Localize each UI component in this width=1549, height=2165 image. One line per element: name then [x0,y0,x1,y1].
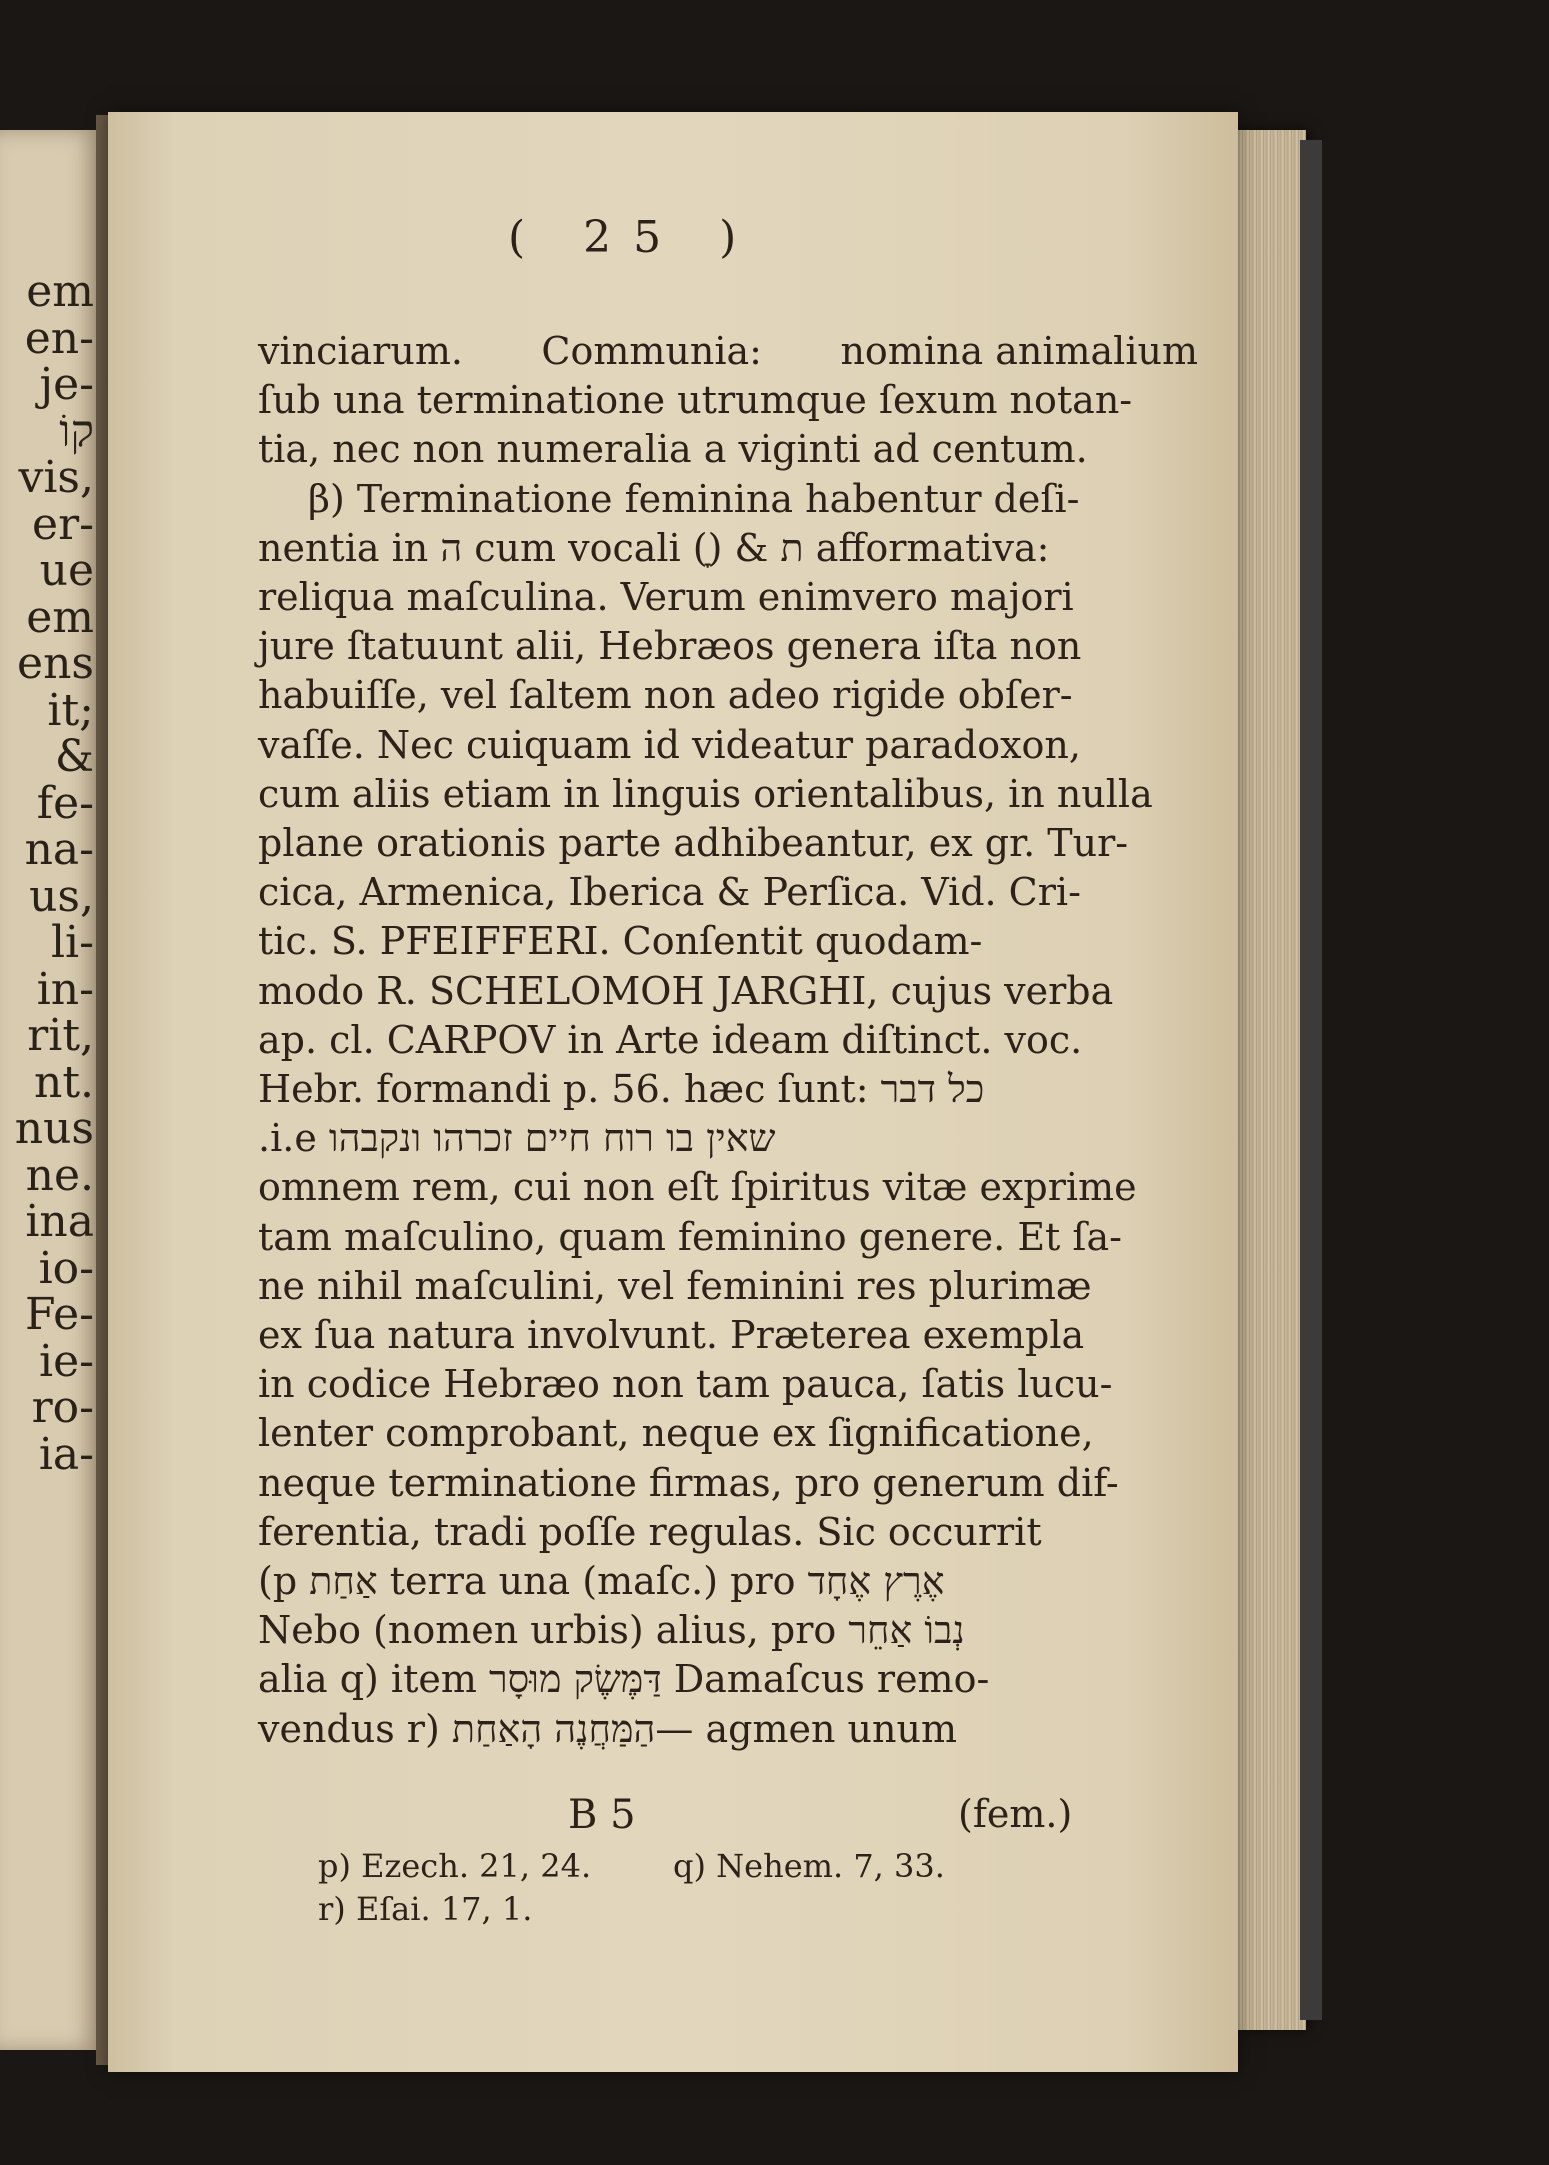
text-segment: נְבוֹ אַחֵר Nebo (nomen urbis) alius, pro [258,1608,965,1653]
text-segment: modo R. SCHELOMOH JARGHI, cujus verba [258,968,1114,1013]
text-segment: in codice Hebræo non tam pauca, ſatis lucu- [258,1362,1113,1407]
text-segment: Hebr. formandi p. 56. hæc ſunt: כל דבר [258,1067,985,1111]
left-page-fragment: ue [39,545,94,596]
text-line [258,425,1198,473]
text-segment: jure ſtatuunt alii, Hebræos genera iſta non [258,624,1082,669]
text-segment: tia, nec non numeralia a viginti ad centum. [258,427,1088,472]
text-line [258,327,1198,375]
text-segment: reliqua maſculina. Verum enimvero majori [258,575,1074,619]
text-segment: tam maſculino, quam feminino genere. Et ſa- [258,1214,1122,1259]
page-number: ( 25 ) [508,212,759,263]
text-line [258,917,1198,965]
text-segment: nomina animalium [840,329,1198,373]
left-page-fragment: in- [36,963,94,1015]
left-page-fragment: ina [25,1196,94,1247]
text-line [258,524,1198,572]
text-line [258,819,1198,867]
text-line [258,1409,1198,1457]
left-page-fragment: vis, [18,452,94,503]
left-page-fragment: io- [38,1242,94,1294]
text-line [258,1360,1198,1408]
text-line [258,1508,1198,1556]
left-page-fragment: ne. [25,1149,94,1201]
left-facing-page [0,130,100,2050]
text-line [258,1163,1198,1211]
cover-edge [1300,140,1322,2020]
text-line [258,1016,1198,1064]
text-segment: neque terminatione firmas, pro generum dif- [258,1460,1119,1505]
text-segment: שאין בו רוח חיים זכרהו ונקבהו i.e. [258,1116,776,1161]
book-page [108,112,1238,2072]
left-page-fragment: ens [17,638,94,689]
text-segment: lenter comprobant, neque ex ſignificatione, [258,1411,1094,1456]
left-page-fragment: je- [39,359,94,410]
text-segment: tic. S. PFEIFFERI. Conſentit quodam- [258,919,983,964]
text-segment: vaſſe. Nec cuiquam id videatur paradoxon, [258,722,1081,767]
footnote-q: q) Nehem. 7, 33. [673,1847,945,1885]
text-segment: cum aliis etiam in linguis orientalibus, in nulla [258,771,1153,816]
text-line [258,622,1198,670]
text-line [258,573,1198,621]
left-page-fragment: ro- [31,1382,94,1433]
text-line [258,1311,1198,1359]
left-page-fragment: ia- [38,1428,94,1480]
left-page-fragment: em [26,591,94,643]
text-segment: Communia: [541,329,762,373]
text-line [258,1705,1198,1753]
text-segment: ap. cl. CARPOV in Arte ideam diſtinct. voc. [258,1017,1083,1062]
text-line [258,1262,1198,1310]
left-page-fragment: na- [24,824,94,875]
text-segment: β) Terminatione feminina habentur deſi- [308,476,1080,521]
text-segment: vinciarum. [258,329,463,373]
left-page-fragment: nt. [33,1056,94,1108]
text-segment: ferentia, tradi poſſe regulas. Sic occurrit [258,1509,1042,1554]
page-edges [1236,130,1306,2030]
footnote-p: p) Ezech. 21, 24. [318,1847,592,1885]
text-segment: habuiſſe, vel ſaltem non adeo rigide obſer- [258,673,1073,718]
text-line [258,967,1198,1015]
text-segment: alia q) item דַּמֶּשֶׂק מוּסָר Damaſcus remo- [258,1657,990,1702]
left-page-fragment: rit, [27,1010,94,1061]
text-segment: אֶרֶץ אֶחָד terra una (maſc.) pro אַחַת p) [258,1559,945,1603]
left-page-fragment: nus [14,1103,94,1154]
left-page-fragment: ie- [39,1335,94,1387]
left-page-fragment: fe- [36,777,94,829]
text-line [258,1655,1198,1703]
text-line [258,721,1198,769]
text-segment: plane orationis parte adhibeantur, ex gr. Tur- [258,821,1129,865]
text-segment: ne nihil maſculini, vel feminini res plurimæ [258,1263,1092,1308]
left-page-fragment: er- [32,498,94,550]
text-line [258,868,1198,916]
left-page-fragment: & [54,731,94,782]
text-line [258,671,1198,719]
catchword: (fem.) [958,1792,1073,1836]
text-line [258,1606,1198,1654]
left-page-fragment: it; [47,684,94,736]
text-line [258,475,1198,523]
text-line [258,1114,1198,1162]
left-page-fragment: en- [24,312,94,364]
left-page-fragment: em [26,266,94,317]
text-line [258,1213,1198,1261]
text-segment: cica, Armenica, Iberica & Perſica. Vid. Cri- [258,870,1081,915]
text-segment: omnem rem, cui non eſt ſpiritus vitæ exprime [258,1165,1137,1210]
text-line [258,1557,1198,1605]
text-line [258,770,1198,818]
text-segment: ex ſua natura involvunt. Præterea exempla [258,1313,1085,1357]
signature-mark: B 5 [568,1792,636,1838]
text-segment: vendus r) הַמַּחֲנֶה הָאַחַת— agmen unum [258,1706,957,1751]
footnote-r: r) Eſai. 17, 1. [318,1890,533,1928]
text-segment: ſub una terminatione utrumque ſexum notan- [258,378,1133,423]
left-page-fragment: us, [29,870,94,922]
left-page-fragment: li- [50,917,94,968]
left-page-fragment: Fe- [24,1289,94,1340]
text-segment: nentia in ה cum vocali (ָ) & ת afformativa: [258,525,1050,570]
left-page-fragment: קוֹ [59,405,94,457]
text-line [258,1459,1198,1507]
text-line [258,1065,1198,1113]
text-line [258,376,1198,424]
